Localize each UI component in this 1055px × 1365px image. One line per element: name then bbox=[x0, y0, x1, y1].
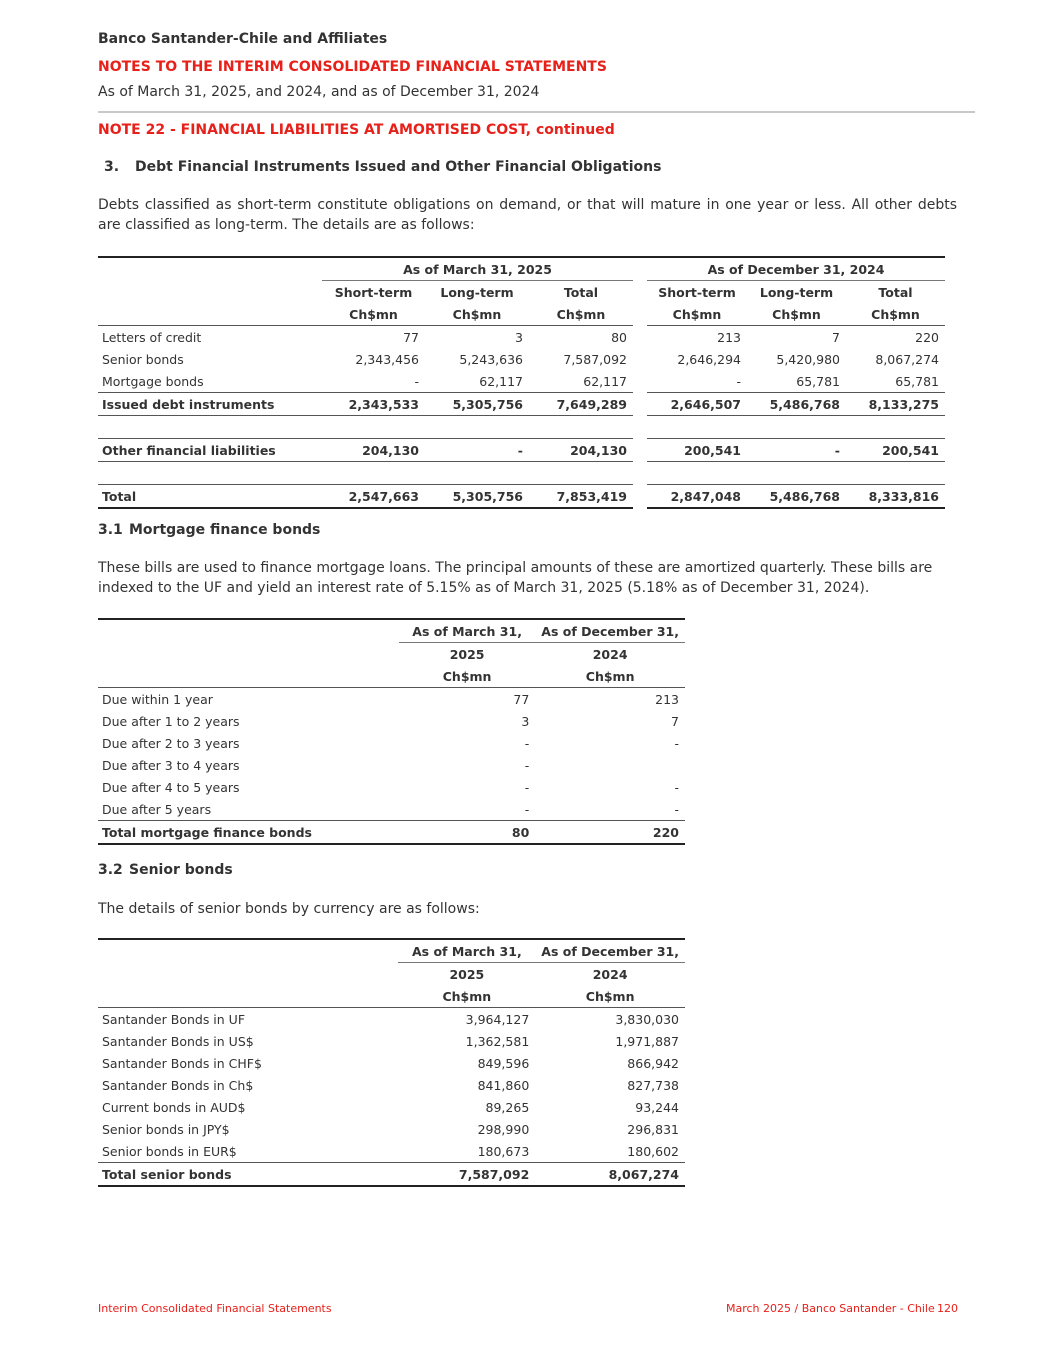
debt-instruments-table bbox=[98, 256, 945, 509]
row-label: Due after 1 to 2 years bbox=[102, 713, 240, 729]
cell-value: - bbox=[524, 735, 530, 751]
mortgage-bonds-table bbox=[98, 618, 685, 845]
cell-value: 1,971,887 bbox=[615, 1033, 679, 1049]
row-label: Santander Bonds in US$ bbox=[102, 1033, 254, 1049]
cell-value: 204,130 bbox=[322, 439, 425, 462]
cell-value: 89,265 bbox=[485, 1099, 530, 1115]
column-header: As of March 31, bbox=[399, 619, 535, 643]
table-column-header bbox=[98, 619, 685, 643]
row-label: Santander Bonds in CHF$ bbox=[102, 1055, 262, 1071]
group-header-dec: As of December 31, 2024 bbox=[647, 257, 945, 281]
table-row bbox=[98, 1052, 685, 1074]
cell-value: 5,486,768 bbox=[747, 393, 846, 416]
cell-value: 180,673 bbox=[477, 1143, 530, 1159]
cell-value: 8,067,274 bbox=[875, 351, 939, 367]
table-row bbox=[98, 1030, 685, 1052]
row-label: Senior bonds in EUR$ bbox=[102, 1143, 237, 1159]
cell-value: 2,847,048 bbox=[647, 485, 747, 509]
company-name: Banco Santander-Chile and Affiliates bbox=[98, 31, 388, 47]
year-label: 2025 bbox=[449, 966, 485, 982]
cell-value: 2,646,294 bbox=[677, 351, 741, 367]
cell-value: 180,602 bbox=[627, 1143, 679, 1159]
table-unit-header bbox=[98, 665, 685, 688]
row-label: Santander Bonds in Ch$ bbox=[102, 1077, 254, 1093]
row-label: Due after 2 to 3 years bbox=[102, 735, 240, 751]
unit-label: Ch$mn bbox=[846, 303, 945, 326]
cell-value: 3,830,030 bbox=[615, 1011, 679, 1027]
cell-value: 80 bbox=[399, 821, 535, 845]
cell-value: - bbox=[414, 373, 419, 389]
cell-value: 298,990 bbox=[477, 1121, 530, 1137]
table-row bbox=[98, 326, 945, 349]
cell-value bbox=[535, 754, 685, 776]
cell-value: 5,243,636 bbox=[459, 351, 523, 367]
row-label: Issued debt instruments bbox=[98, 393, 322, 416]
cell-value: 200,541 bbox=[647, 439, 747, 462]
section-title: Mortgage finance bonds bbox=[129, 522, 321, 538]
row-label: Total senior bonds bbox=[98, 1163, 398, 1187]
cell-value: 827,738 bbox=[627, 1077, 679, 1093]
row-label: Due after 4 to 5 years bbox=[102, 779, 240, 795]
year-label: 2025 bbox=[449, 646, 485, 662]
table-row bbox=[98, 1096, 685, 1118]
page-number: 120 bbox=[937, 1302, 958, 1315]
unit-label: Ch$mn bbox=[535, 985, 685, 1008]
unit-label: Ch$mn bbox=[399, 665, 535, 688]
section-3-2-heading bbox=[98, 862, 233, 878]
spacer-row bbox=[98, 462, 945, 485]
cell-value: 77 bbox=[513, 691, 530, 707]
subtotal-row bbox=[98, 393, 945, 416]
row-label: Due after 5 years bbox=[102, 801, 212, 817]
table-unit-header bbox=[98, 985, 685, 1008]
cell-value: 8,333,816 bbox=[846, 485, 945, 509]
cell-value: 1,362,581 bbox=[465, 1033, 530, 1049]
cell-value: 62,117 bbox=[479, 373, 523, 389]
footer-document-title: Interim Consolidated Financial Statements bbox=[98, 1302, 332, 1315]
cell-value: 7,587,092 bbox=[398, 1163, 535, 1187]
row-label: Total bbox=[98, 485, 322, 509]
cell-value: 213 bbox=[717, 329, 741, 345]
cell-value: - bbox=[524, 779, 530, 795]
cell-value: 849,596 bbox=[477, 1055, 530, 1071]
row-label: Mortgage bonds bbox=[102, 373, 204, 389]
cell-value: 7 bbox=[671, 713, 679, 729]
section-number: 3.1 bbox=[98, 522, 123, 538]
cell-value: 5,486,768 bbox=[747, 485, 846, 509]
footer-report-label: March 2025 / Banco Santander - Chile bbox=[726, 1302, 935, 1315]
row-label: Other financial liabilities bbox=[98, 439, 322, 462]
section-number: 3. bbox=[104, 159, 120, 175]
table-row bbox=[98, 798, 685, 821]
cell-value: 220 bbox=[915, 329, 939, 345]
section-3-paragraph: Debts classified as short-term constitute obligations on demand, or that will mature in one year or less. All other debts are classified as long-term. The details are as follows: bbox=[98, 197, 957, 233]
section-3-1-paragraph: These bills are used to finance mortgage loans. The principal amounts of these are amortized quarterly. These bills are indexed to the UF and yield an interest rate of 5.15% as of March 31, 2025 (5.18% as of December 31, 2024). bbox=[98, 560, 933, 596]
row-label: Santander Bonds in UF bbox=[102, 1011, 246, 1027]
column-header: Short-term bbox=[658, 284, 736, 300]
table-unit-header bbox=[98, 303, 945, 326]
spacer-row bbox=[98, 416, 945, 439]
column-header: Long-term bbox=[440, 284, 514, 300]
senior-bonds-table bbox=[98, 938, 685, 1187]
row-label: Current bonds in AUD$ bbox=[102, 1099, 246, 1115]
section-3-heading bbox=[104, 159, 661, 175]
table-row bbox=[98, 1074, 685, 1096]
cell-value: 2,343,533 bbox=[322, 393, 425, 416]
table-row bbox=[98, 710, 685, 732]
cell-value: 65,781 bbox=[895, 373, 939, 389]
cell-value: 7,649,289 bbox=[529, 393, 633, 416]
cell-value: 5,305,756 bbox=[425, 393, 529, 416]
section-title: Debt Financial Instruments Issued and Other Financial Obligations bbox=[135, 159, 662, 175]
note-title: NOTE 22 - FINANCIAL LIABILITIES AT AMORTISED COST, continued bbox=[98, 122, 615, 138]
cell-value: - bbox=[425, 439, 529, 462]
unit-label: Ch$mn bbox=[529, 303, 633, 326]
year-label: 2024 bbox=[592, 646, 628, 662]
notes-title: NOTES TO THE INTERIM CONSOLIDATED FINANCIAL STATEMENTS bbox=[98, 59, 607, 75]
cell-value: 2,343,456 bbox=[355, 351, 419, 367]
cell-value: 7,853,419 bbox=[529, 485, 633, 509]
unit-label: Ch$mn bbox=[322, 303, 425, 326]
table-row bbox=[98, 1140, 685, 1163]
unit-label: Ch$mn bbox=[398, 985, 535, 1008]
cell-value: 3 bbox=[521, 713, 530, 729]
cell-value: 62,117 bbox=[583, 373, 627, 389]
table-year-header bbox=[98, 643, 685, 666]
unit-label: Ch$mn bbox=[425, 303, 529, 326]
table-column-header bbox=[98, 939, 685, 963]
table-row bbox=[98, 1118, 685, 1140]
row-label: Senior bonds bbox=[102, 351, 184, 367]
cell-value: 2,547,663 bbox=[322, 485, 425, 509]
column-header: Short-term bbox=[334, 284, 413, 300]
total-row bbox=[98, 485, 945, 509]
cell-value: 200,541 bbox=[846, 439, 945, 462]
year-label: 2024 bbox=[592, 966, 628, 982]
cell-value: 7 bbox=[832, 329, 840, 345]
cell-value: 8,133,275 bbox=[846, 393, 945, 416]
cell-value: 213 bbox=[655, 691, 679, 707]
cell-value: - bbox=[674, 735, 679, 751]
cell-value: 5,305,756 bbox=[425, 485, 529, 509]
cell-value: 80 bbox=[611, 329, 627, 345]
cell-value: 204,130 bbox=[529, 439, 633, 462]
row-label: Due after 3 to 4 years bbox=[102, 757, 240, 773]
table-column-header bbox=[98, 281, 945, 304]
row-label: Letters of credit bbox=[102, 329, 202, 345]
cell-value: 2,646,507 bbox=[647, 393, 747, 416]
column-header: Total bbox=[878, 284, 913, 300]
column-header: As of December 31, bbox=[535, 939, 685, 963]
section-number: 3.2 bbox=[98, 862, 123, 878]
table-row bbox=[98, 732, 685, 754]
cell-value: 5,420,980 bbox=[776, 351, 840, 367]
group-header-mar: As of March 31, 2025 bbox=[322, 257, 633, 281]
cell-value: - bbox=[747, 439, 846, 462]
unit-label: Ch$mn bbox=[747, 303, 846, 326]
row-label: Due within 1 year bbox=[102, 691, 213, 707]
table-row bbox=[98, 1008, 685, 1031]
total-row bbox=[98, 821, 685, 845]
cell-value: 65,781 bbox=[796, 373, 840, 389]
table-year-header bbox=[98, 963, 685, 986]
cell-value: 3,964,127 bbox=[465, 1011, 530, 1027]
table-row bbox=[98, 370, 945, 393]
table-row bbox=[98, 688, 685, 711]
section-title: Senior bonds bbox=[129, 862, 233, 878]
column-header: As of December 31, bbox=[535, 619, 685, 643]
section-3-1-heading bbox=[98, 522, 320, 538]
cell-value: 8,067,274 bbox=[535, 1163, 685, 1187]
row-label: Senior bonds in JPY$ bbox=[102, 1121, 230, 1137]
table-row bbox=[98, 348, 945, 370]
cell-value: - bbox=[674, 779, 679, 795]
cell-value: 7,587,092 bbox=[563, 351, 627, 367]
cell-value: - bbox=[524, 801, 530, 817]
table-row bbox=[98, 754, 685, 776]
total-row bbox=[98, 1163, 685, 1187]
cell-value: - bbox=[674, 801, 679, 817]
section-3-2-paragraph: The details of senior bonds by currency are as follows: bbox=[98, 901, 480, 917]
unit-label: Ch$mn bbox=[647, 303, 747, 326]
as-of-date: As of March 31, 2025, and 2024, and as of December 31, 2024 bbox=[98, 84, 540, 100]
cell-value: 93,244 bbox=[635, 1099, 679, 1115]
cell-value: 77 bbox=[403, 329, 419, 345]
cell-value: - bbox=[736, 373, 741, 389]
cell-value: 296,831 bbox=[627, 1121, 679, 1137]
table-row bbox=[98, 776, 685, 798]
subtotal-row bbox=[98, 439, 945, 462]
cell-value: 866,942 bbox=[627, 1055, 679, 1071]
column-header: As of March 31, bbox=[398, 939, 535, 963]
table-group-header bbox=[98, 257, 945, 281]
cell-value: 220 bbox=[535, 821, 685, 845]
cell-value: 841,860 bbox=[477, 1077, 530, 1093]
header-divider bbox=[98, 111, 975, 113]
unit-label: Ch$mn bbox=[535, 665, 685, 688]
column-header: Long-term bbox=[759, 284, 834, 300]
cell-value: 3 bbox=[515, 329, 523, 345]
cell-value: - bbox=[524, 757, 530, 773]
column-header: Total bbox=[563, 284, 599, 300]
row-label: Total mortgage finance bonds bbox=[98, 821, 399, 845]
